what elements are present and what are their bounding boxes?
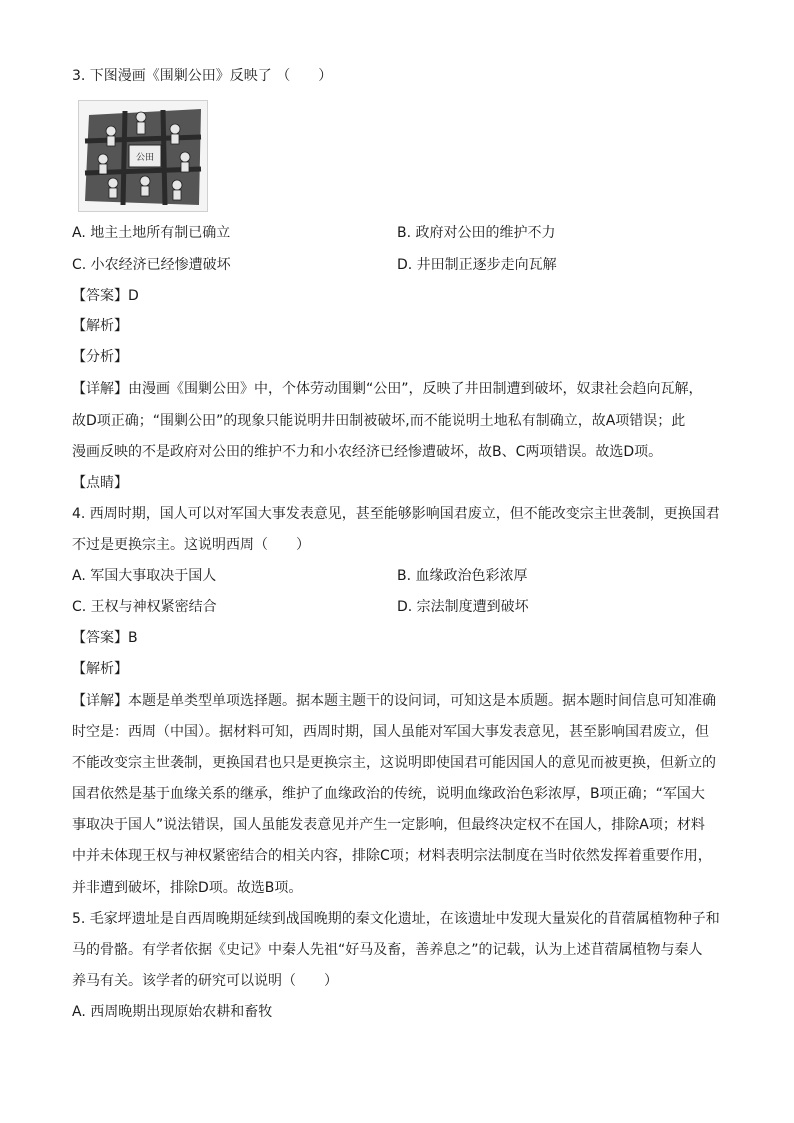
q4-detail-line: 并非遭到破坏，排除D项。故选B项。 (72, 880, 303, 896)
comic-illustration (79, 101, 207, 211)
q4-analysis-heading: 【解析】 (72, 661, 128, 677)
q4-option-d: D. 宗法制度遭到破坏 (397, 599, 529, 615)
q4-detail-line: 时空是：西周（中国）。据材料可知，西周时期，国人虽能对军国大事发表意见，甚至影响国君废立，但 (72, 724, 709, 740)
q5-option-a: A. 西周晚期出现原始农耕和畜牧 (72, 1004, 273, 1020)
q3-dianjing-heading: 【点睛】 (72, 475, 128, 491)
q4-option-c: C. 王权与神权紧密结合 (72, 599, 217, 615)
q4-stem-line: 4. 西周时期，国人可以对军国大事发表意见，甚至能够影响国君废立，但不能改变宗主世袭制，更换国君 (72, 506, 720, 522)
q3-fenxi-heading: 【分析】 (72, 349, 128, 365)
comic-image (78, 100, 208, 212)
q4-option-a: A. 军国大事取决于国人 (72, 568, 217, 584)
q3-detail-line: 【详解】由漫画《围剿公田》中，个体劳动围剿“公田”，反映了井田制遭到破坏，奴隶社会趋向瓦解， (72, 381, 703, 397)
q3-detail-line: 漫画反映的不是政府对公田的维护不力和小农经济已经惨遭破坏，故B、C两项错误。故选D项。 (72, 444, 663, 460)
q4-option-b: B. 血缘政治色彩浓厚 (397, 568, 528, 584)
q3-answer: 【答案】D (72, 288, 139, 304)
q4-detail-line: 【详解】本题是单类型单项选择题。据本题主题干的设问词，可知这是本质题。据本题时间信息可知准确 (72, 693, 716, 709)
q5-stem-line: 养马有关。该学者的研究可以说明（ ） (72, 973, 338, 989)
q5-stem-line: 马的骨骼。有学者依据《史记》中秦人先祖“好马及畜，善养息之”的记载，认为上述苜蓿属植物与秦人 (72, 942, 703, 958)
comic-sign-text: 公田 (135, 153, 155, 163)
q3-stem: 3. 下图漫画《围剿公田》反映了 （ ） (72, 68, 333, 84)
q4-detail-line: 事取决于国人”说法错误，国人虽能发表意见并产生一定影响，但最终决定权不在国人，排除A项；材料 (72, 817, 705, 833)
q4-detail-line: 中并未体现王权与神权紧密结合的相关内容，排除C项；材料表明宗法制度在当时依然发挥着重要作用， (72, 848, 712, 864)
q4-stem-line: 不过是更换宗主。这说明西周（ ） (72, 537, 310, 553)
q3-option-a: A. 地主土地所有制已确立 (72, 225, 231, 241)
q3-option-b: B. 政府对公田的维护不力 (397, 225, 556, 241)
q3-analysis-heading: 【解析】 (72, 318, 128, 334)
q5-stem-line: 5. 毛家坪遗址是自西周晚期延续到战国晚期的秦文化遗址，在该遗址中发现大量炭化的苜蓿属植物种子和 (72, 911, 720, 927)
q3-option-d: D. 井田制正逐步走向瓦解 (397, 257, 557, 273)
q4-detail-line: 国君依然是基于血缘关系的继承，维护了血缘政治的传统，说明血缘政治色彩浓厚，B项正确；“军国大 (72, 786, 705, 802)
q3-detail-line: 故D项正确；“围剿公田”的现象只能说明井田制被破坏,而不能说明土地私有制确立，故A项错误；此 (72, 413, 686, 429)
q4-detail-line: 不能改变宗主世袭制，更换国君也只是更换宗主，这说明即使国君可能因国人的意见而被更换，但新立的 (72, 755, 716, 771)
q4-answer: 【答案】B (72, 630, 138, 646)
q3-option-c: C. 小农经济已经惨遭破坏 (72, 257, 231, 273)
